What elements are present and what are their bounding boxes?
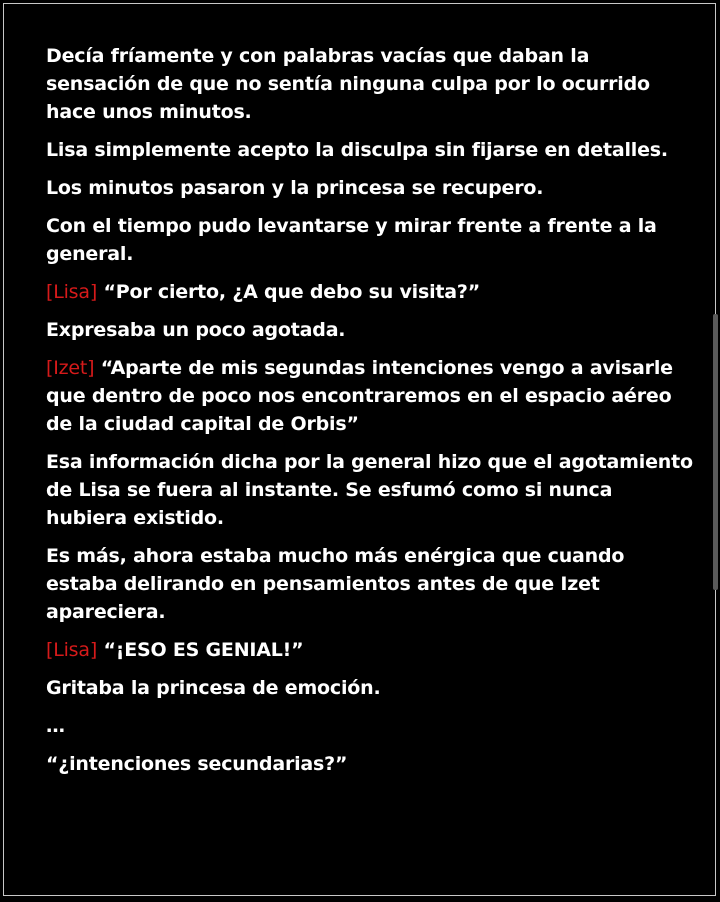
paragraph xyxy=(46,674,696,702)
dialogue-paragraph xyxy=(46,354,696,438)
paragraph-text: “Aparte de mis segundas intenciones vengo a avisarle que dentro de poco nos encontraremos en el espacio aéreo de la ciudad capital de Orbis” xyxy=(46,357,673,435)
paragraph-text: Lisa simplemente acepto la disculpa sin fijarse en detalles. xyxy=(46,139,668,161)
paragraph-text: Decía fríamente y con palabras vacías que daban la sensación de que no sentía ninguna culpa por lo ocurrido hace unos minutos. xyxy=(46,45,650,123)
paragraph xyxy=(46,750,696,778)
paragraph-text: Los minutos pasaron y la princesa se recupero. xyxy=(46,177,544,199)
paragraph-text: “¡ESO ES GENIAL!” xyxy=(103,639,304,661)
paragraph xyxy=(46,42,696,126)
paragraph-text: Con el tiempo pudo levantarse y mirar frente a frente a la general. xyxy=(46,215,657,265)
paragraph xyxy=(46,174,696,202)
paragraph-text: “Por cierto, ¿A que debo su visita?” xyxy=(103,281,481,303)
paragraph xyxy=(46,448,696,532)
paragraph xyxy=(46,542,696,626)
dialogue-paragraph xyxy=(46,278,696,306)
paragraph-text: “¿intenciones secundarias?” xyxy=(46,753,348,775)
story-text xyxy=(46,42,696,788)
paragraph-text: Expresaba un poco agotada. xyxy=(46,319,346,341)
dialogue-paragraph xyxy=(46,636,696,664)
paragraph-text: … xyxy=(46,715,65,737)
paragraph xyxy=(46,316,696,344)
paragraph-text: Gritaba la princesa de emoción. xyxy=(46,677,381,699)
paragraph xyxy=(46,136,696,164)
paragraph xyxy=(46,712,696,740)
speaker-tag: [Lisa] xyxy=(46,281,98,303)
paragraph-text: Esa información dicha por la general hizo que el agotamiento de Lisa se fuera al instante. Se esfumó como si nunca hubiera existido. xyxy=(46,451,693,529)
speaker-tag: [Izet] xyxy=(46,357,95,379)
scrollbar[interactable] xyxy=(713,314,718,590)
speaker-tag: [Lisa] xyxy=(46,639,98,661)
paragraph xyxy=(46,212,696,268)
paragraph-text: Es más, ahora estaba mucho más enérgica que cuando estaba delirando en pensamientos antes de que Izet apareciera. xyxy=(46,545,625,623)
